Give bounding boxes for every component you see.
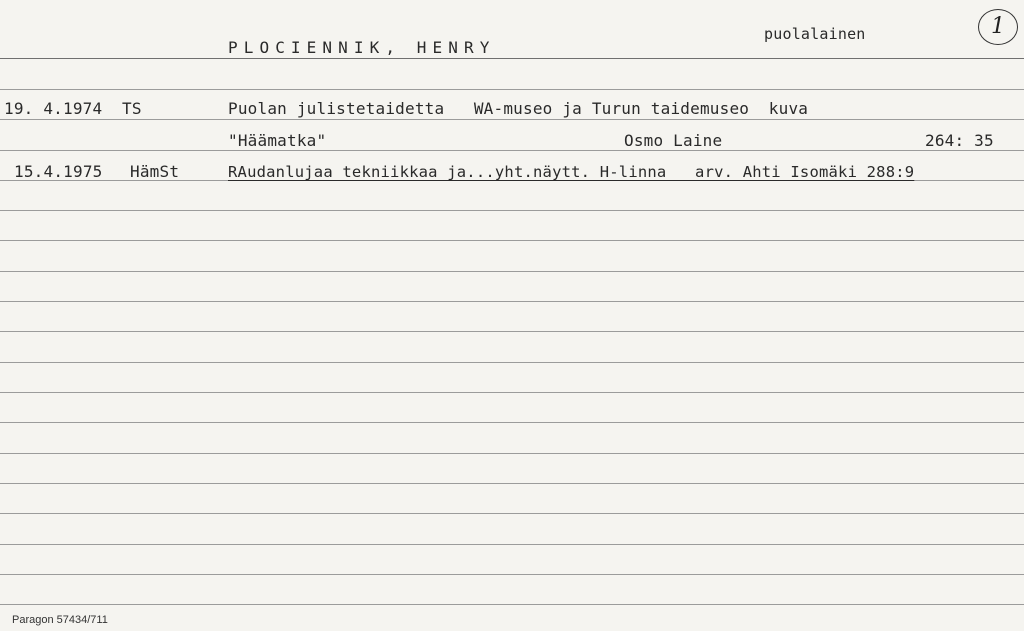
ruled-line (0, 453, 1024, 454)
ruled-line (0, 574, 1024, 575)
card-number-circle: 1 (978, 9, 1018, 45)
entry-date: 19. 4.1974 (4, 99, 103, 118)
ruled-line (0, 392, 1024, 393)
entry-text: RAudanlujaa tekniikkaa ja...yht.näytt. H-linna arv. Ahti Isomäki 288:9 (228, 163, 915, 181)
ruled-line (0, 150, 1024, 151)
ruled-line (0, 271, 1024, 272)
ruled-line (0, 240, 1024, 241)
printer-mark: Paragon 57434/711 (12, 614, 108, 626)
ruled-line (0, 119, 1024, 120)
ruled-line (0, 301, 1024, 302)
entry-source: TS (122, 99, 142, 118)
entry-title: "Häämatka" (228, 131, 327, 150)
ruled-line (0, 210, 1024, 211)
header-rule (0, 58, 1024, 59)
ruled-line (0, 331, 1024, 332)
entry-author: Osmo Laine (624, 131, 723, 150)
ruled-line (0, 513, 1024, 514)
ruled-line (0, 544, 1024, 545)
entry-reference: 264: 35 (925, 131, 994, 150)
entry-date: 15.4.1975 (14, 162, 103, 181)
ruled-line (0, 422, 1024, 423)
ruled-line (0, 89, 1024, 90)
ruled-line (0, 362, 1024, 363)
nationality-label: puolalainen (764, 25, 866, 43)
entry-text: Puolan julistetaidetta WA-museo ja Turun taidemuseo kuva (228, 99, 809, 118)
ruled-line (0, 604, 1024, 605)
entry-source: HämSt (130, 162, 180, 181)
ruled-line (0, 483, 1024, 484)
artist-name: PLOCIENNIK, HENRY (228, 38, 496, 57)
